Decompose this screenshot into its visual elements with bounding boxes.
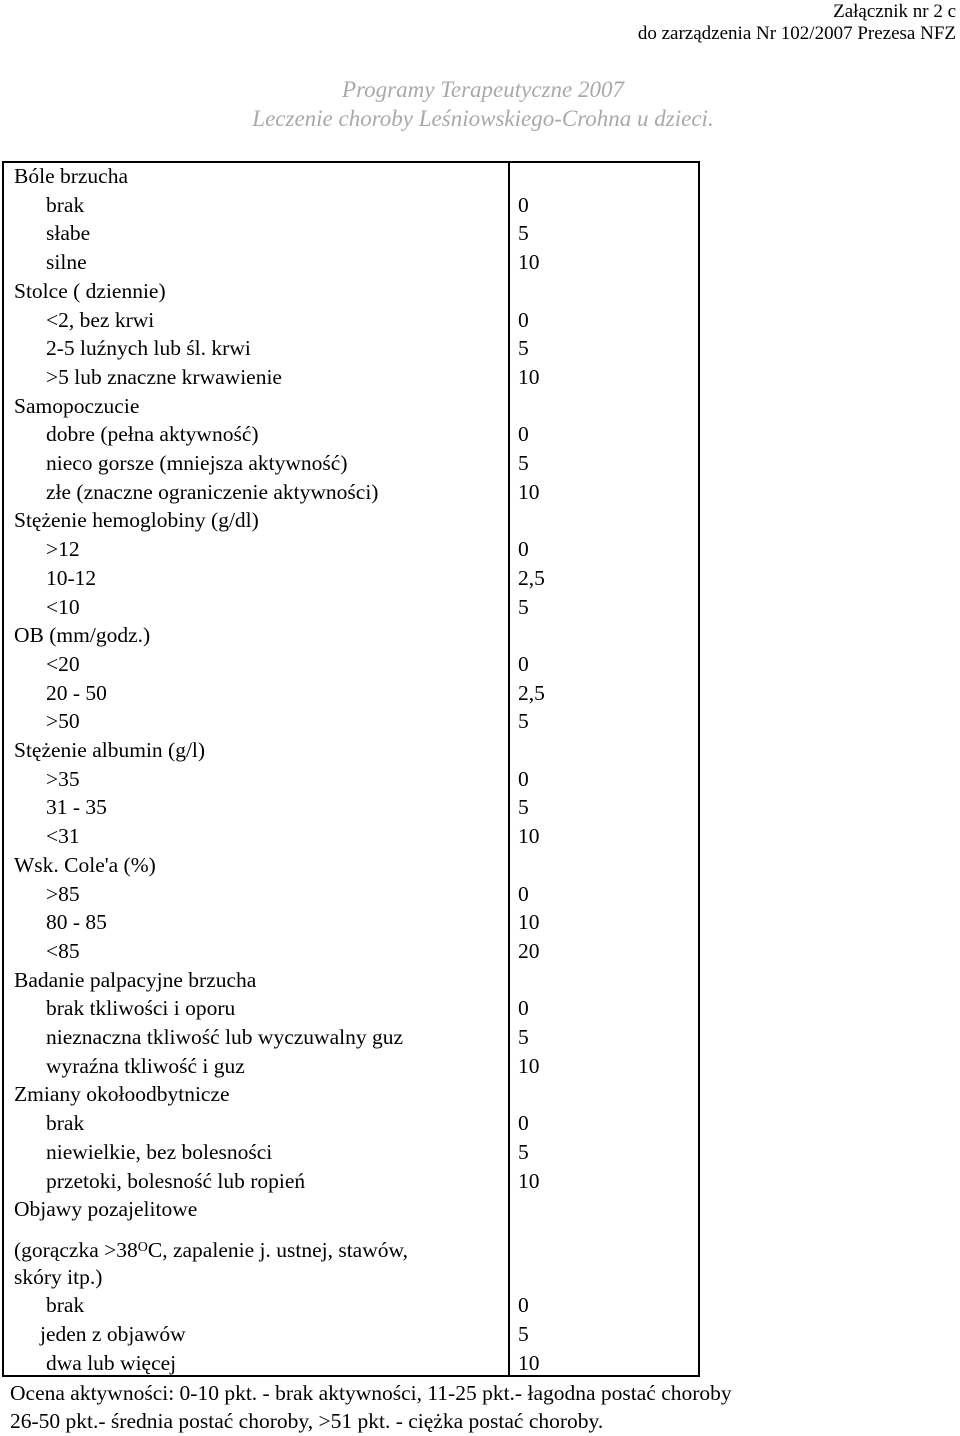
fever-text-rest: C, zapalenie j. ustnej, stawów,: [147, 1237, 408, 1262]
criterion-heading: [0, 736, 700, 765]
criterion-option: [0, 535, 700, 564]
criterion-label: brak: [46, 192, 85, 217]
points-value: 10: [518, 824, 540, 849]
criterion-option: [0, 822, 700, 851]
program-title: Programy Terapeutyczne 2007: [342, 77, 624, 102]
degree-sign: O: [137, 1239, 148, 1255]
criterion-label: <10: [46, 594, 80, 619]
criterion-label: Objawy pozajelitowe: [14, 1197, 198, 1222]
points-value: 5: [518, 795, 529, 820]
points-value: 2,5: [518, 565, 545, 590]
criterion-label: niewielkie, bez bolesności: [46, 1139, 273, 1164]
points-value: 0: [518, 651, 529, 676]
criterion-option: [0, 1167, 700, 1196]
criterion-option: [0, 1109, 700, 1138]
criterion-label: wyraźna tkliwość i guz: [46, 1053, 245, 1078]
activity-legend-line-1: Ocena aktywności: 0-10 pkt. - brak aktywności, 11-25 pkt.- łagodna postać choroby: [10, 1381, 732, 1405]
criterion-option: [0, 1138, 700, 1167]
criterion-label: dobre (pełna aktywność): [46, 422, 259, 447]
criterion-heading: [0, 277, 700, 306]
criterion-label: <2, bez krwi: [46, 307, 155, 332]
criterion-option: [0, 306, 700, 335]
criterion-option: [0, 593, 700, 622]
criterion-label: >50: [46, 709, 80, 734]
criterion-option: [0, 248, 700, 277]
points-value: 0: [518, 422, 529, 447]
criterion-heading: [0, 1195, 700, 1224]
criterion-label: >35: [46, 766, 80, 791]
criterion-option: [0, 363, 700, 392]
criterion-label: <31: [46, 824, 80, 849]
criterion-label: słabe: [46, 221, 91, 246]
criterion-heading: [0, 162, 700, 191]
points-value: 0: [518, 996, 529, 1021]
criterion-label: Stężenie hemoglobiny (g/dl): [14, 508, 259, 533]
criterion-label: Badanie palpacyjne brzucha: [14, 967, 257, 992]
criterion-label: nieznaczna tkliwość lub wyczuwalny guz: [46, 1025, 404, 1049]
criterion-option: [0, 191, 700, 220]
criterion-label: >12: [46, 537, 80, 562]
attachment-number: Załącznik nr 2 c: [833, 1, 956, 22]
criterion-option: [0, 334, 700, 363]
criterion-option: [0, 1291, 700, 1320]
criterion-heading: [0, 1080, 700, 1109]
criterion-label: 31 - 35: [46, 795, 107, 820]
points-value: 2,5: [518, 680, 545, 705]
criterion-option: [0, 1023, 700, 1052]
points-value: 0: [518, 766, 529, 791]
fever-text: (gorączka >38: [14, 1237, 138, 1262]
points-value: 5: [518, 1025, 529, 1049]
criterion-label: Wsk. Cole'a (%): [14, 852, 156, 877]
criterion-label: Samopoczucie: [14, 393, 140, 418]
criterion-option: [0, 707, 700, 736]
program-subtitle: Leczenie choroby Leśniowskiego-Crohna u dzieci.: [252, 106, 714, 131]
points-value: 20: [518, 938, 540, 963]
criterion-label: >85: [46, 881, 80, 906]
criterion-label: 80 - 85: [46, 910, 107, 935]
criterion-label: 2-5 luźnych lub śl. krwi: [46, 336, 251, 361]
points-value: 10: [518, 250, 540, 275]
points-value: 5: [518, 221, 529, 246]
criterion-option: [0, 679, 700, 708]
criterion-label: brak: [46, 1293, 85, 1318]
criterion-label: Zmiany okołoodbytnicze: [14, 1082, 230, 1107]
criterion-heading: [0, 506, 700, 535]
points-value: 10: [518, 364, 540, 389]
criterion-heading: [0, 966, 700, 995]
criterion-option: [0, 908, 700, 937]
points-value: 0: [518, 1111, 529, 1136]
criterion-label: dwa lub więcej: [46, 1350, 177, 1375]
criterion-label: złe (znaczne ograniczenie aktywności): [46, 479, 379, 504]
criterion-label: >5 lub znaczne krwawienie: [46, 364, 282, 389]
points-value: 0: [518, 881, 529, 906]
criterion-option: [0, 219, 700, 248]
activity-legend-line-2: 26-50 pkt.- średnia postać choroby, >51 pkt. - ciężka postać choroby.: [10, 1409, 604, 1433]
criterion-option: [0, 449, 700, 478]
criterion-label: przetoki, bolesność lub ropień: [46, 1168, 306, 1193]
points-value: 10: [518, 910, 540, 935]
criterion-label: brak: [46, 1111, 85, 1136]
points-value: 10: [518, 1168, 540, 1193]
points-value: 5: [518, 1139, 529, 1164]
criterion-label: skóry itp.): [14, 1264, 103, 1289]
criterion-label: jeden z objawów: [40, 1322, 186, 1346]
criterion-heading: [0, 392, 700, 421]
criterion-label: Stolce ( dziennie): [14, 278, 166, 303]
criterion-label: Stężenie albumin (g/l): [14, 738, 206, 762]
criterion-label: 10-12: [46, 565, 97, 590]
criterion-label: OB (mm/godz.): [14, 623, 151, 648]
criterion-option: [0, 793, 700, 822]
points-value: 0: [518, 307, 529, 332]
criterion-label: Bóle brzucha: [14, 164, 129, 188]
points-value: 0: [518, 192, 529, 217]
criterion-option: [0, 1320, 700, 1349]
points-value: 5: [518, 709, 529, 734]
extraintestinal-note: [0, 1234, 700, 1263]
attachment-order: do zarządzenia Nr 102/2007 Prezesa NFZ: [637, 23, 956, 44]
criterion-option: [0, 564, 700, 593]
criterion-label: silne: [46, 250, 87, 275]
criterion-heading: [0, 621, 700, 650]
criterion-heading: [0, 851, 700, 880]
criterion-option: [0, 765, 700, 794]
points-value: 5: [518, 451, 529, 475]
points-value: 10: [518, 1350, 540, 1375]
points-value: 5: [518, 594, 529, 619]
criterion-option: [0, 937, 700, 966]
criterion-option: [0, 420, 700, 449]
criterion-option: [0, 1052, 700, 1081]
criterion-option: [0, 1349, 700, 1378]
criterion-label: <85: [46, 938, 80, 963]
criterion-option: [0, 880, 700, 909]
criterion-option: [0, 478, 700, 507]
extraintestinal-note-cont: [0, 1263, 700, 1292]
points-value: 10: [518, 1053, 540, 1078]
criterion-label: brak tkliwości i oporu: [46, 996, 236, 1021]
criterion-option: [0, 650, 700, 679]
criterion-label: nieco gorsze (mniejsza aktywność): [46, 451, 348, 475]
points-value: 5: [518, 336, 529, 361]
criterion-label: 20 - 50: [46, 680, 107, 705]
criterion-label: <20: [46, 651, 80, 676]
points-value: 5: [518, 1322, 529, 1346]
criterion-option: [0, 994, 700, 1023]
points-value: 0: [518, 537, 529, 562]
points-value: 10: [518, 479, 540, 504]
points-value: 0: [518, 1293, 529, 1318]
